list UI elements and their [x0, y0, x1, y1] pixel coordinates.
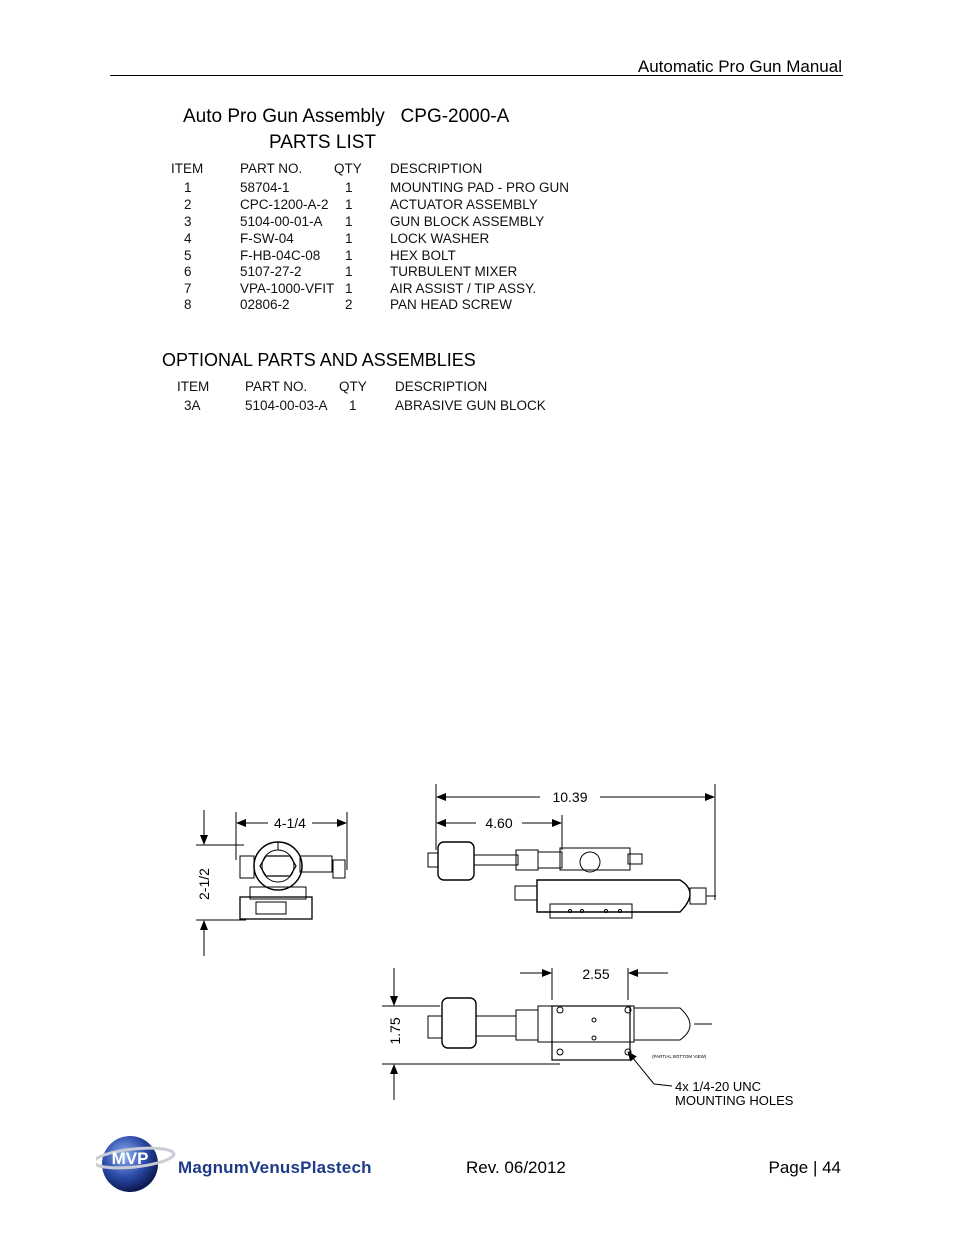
- qty-cell: 2: [345, 297, 353, 312]
- header-title: Automatic Pro Gun Manual: [637, 57, 842, 76]
- page-number: Page | 44: [768, 1158, 841, 1177]
- item-cell: 7: [184, 281, 192, 296]
- dim-overall-length: 10.39: [552, 789, 588, 805]
- dim-partial-length: 4.60: [485, 815, 513, 831]
- desc-cell: AIR ASSIST / TIP ASSY.: [390, 281, 537, 296]
- dim-bottom-height: 1.75: [387, 1017, 403, 1045]
- qty-cell: 1: [345, 197, 353, 212]
- revision-date: Rev. 06/2012: [466, 1158, 566, 1177]
- col-part-header: PART NO.: [240, 161, 303, 176]
- front-view: [196, 810, 347, 956]
- desc-cell: ABRASIVE GUN BLOCK: [395, 398, 546, 413]
- col-part-header: PART NO.: [245, 379, 308, 394]
- dim-width-front: 4-1/4: [274, 815, 306, 831]
- part-cell: 5107-27-2: [240, 264, 302, 279]
- dim-bottom-spacing: 2.55: [582, 966, 610, 982]
- part-cell: F-SW-04: [240, 231, 294, 246]
- item-cell: 3: [184, 214, 192, 229]
- desc-cell: PAN HEAD SCREW: [390, 297, 513, 312]
- logo-mark: MVP: [111, 1149, 149, 1168]
- mounting-holes-callout-line2: MOUNTING HOLES: [675, 1093, 794, 1108]
- col-item-header: ITEM: [171, 161, 204, 176]
- dim-height-front: 2-1/2: [196, 868, 212, 900]
- col-item-header: ITEM: [177, 379, 210, 394]
- qty-cell: 1: [345, 281, 353, 296]
- mvp-logo-icon: [96, 1132, 186, 1198]
- qty-cell: 1: [349, 398, 357, 413]
- parts-list-title: PARTS LIST: [269, 132, 376, 153]
- item-cell: 5: [184, 248, 192, 263]
- optional-parts-title: OPTIONAL PARTS AND ASSEMBLIES: [162, 350, 476, 370]
- part-cell: 5104-00-01-A: [240, 214, 323, 229]
- mounting-holes-callout-line1: 4x 1/4-20 UNC: [675, 1079, 761, 1094]
- part-cell: 58704-1: [240, 180, 290, 195]
- qty-cell: 1: [345, 214, 353, 229]
- item-cell: 6: [184, 264, 192, 279]
- qty-cell: 1: [345, 264, 353, 279]
- item-cell: 8: [184, 297, 192, 312]
- part-cell: CPC-1200-A-2: [240, 197, 329, 212]
- part-cell: F-HB-04C-08: [240, 248, 321, 263]
- qty-cell: 1: [345, 180, 353, 195]
- bottom-view: [382, 968, 712, 1100]
- desc-cell: HEX BOLT: [390, 248, 456, 263]
- item-cell: 3A: [184, 398, 201, 413]
- part-cell: VPA-1000-VFIT: [240, 281, 335, 296]
- item-cell: 2: [184, 197, 192, 212]
- col-qty-header: QTY: [339, 379, 367, 394]
- col-qty-header: QTY: [334, 161, 362, 176]
- qty-cell: 1: [345, 231, 353, 246]
- desc-cell: MOUNTING PAD - PRO GUN: [390, 180, 570, 195]
- qty-cell: 1: [345, 248, 353, 263]
- part-cell: 5104-00-03-A: [245, 398, 328, 413]
- desc-cell: LOCK WASHER: [390, 231, 490, 246]
- company-name: MagnumVenusPlastech: [178, 1158, 372, 1177]
- desc-cell: GUN BLOCK ASSEMBLY: [390, 214, 545, 229]
- col-desc-header: DESCRIPTION: [395, 379, 488, 394]
- col-desc-header: DESCRIPTION: [390, 161, 483, 176]
- desc-cell: ACTUATOR ASSEMBLY: [390, 197, 538, 212]
- part-cell: 02806-2: [240, 297, 290, 312]
- partial-bottom-view-note: (PARTIAL BOTTOM VIEW): [652, 1054, 707, 1059]
- desc-cell: TURBULENT MIXER: [390, 264, 518, 279]
- item-cell: 4: [184, 231, 192, 246]
- item-cell: 1: [184, 180, 192, 195]
- assembly-title: Auto Pro Gun Assembly CPG-2000-A: [183, 106, 510, 127]
